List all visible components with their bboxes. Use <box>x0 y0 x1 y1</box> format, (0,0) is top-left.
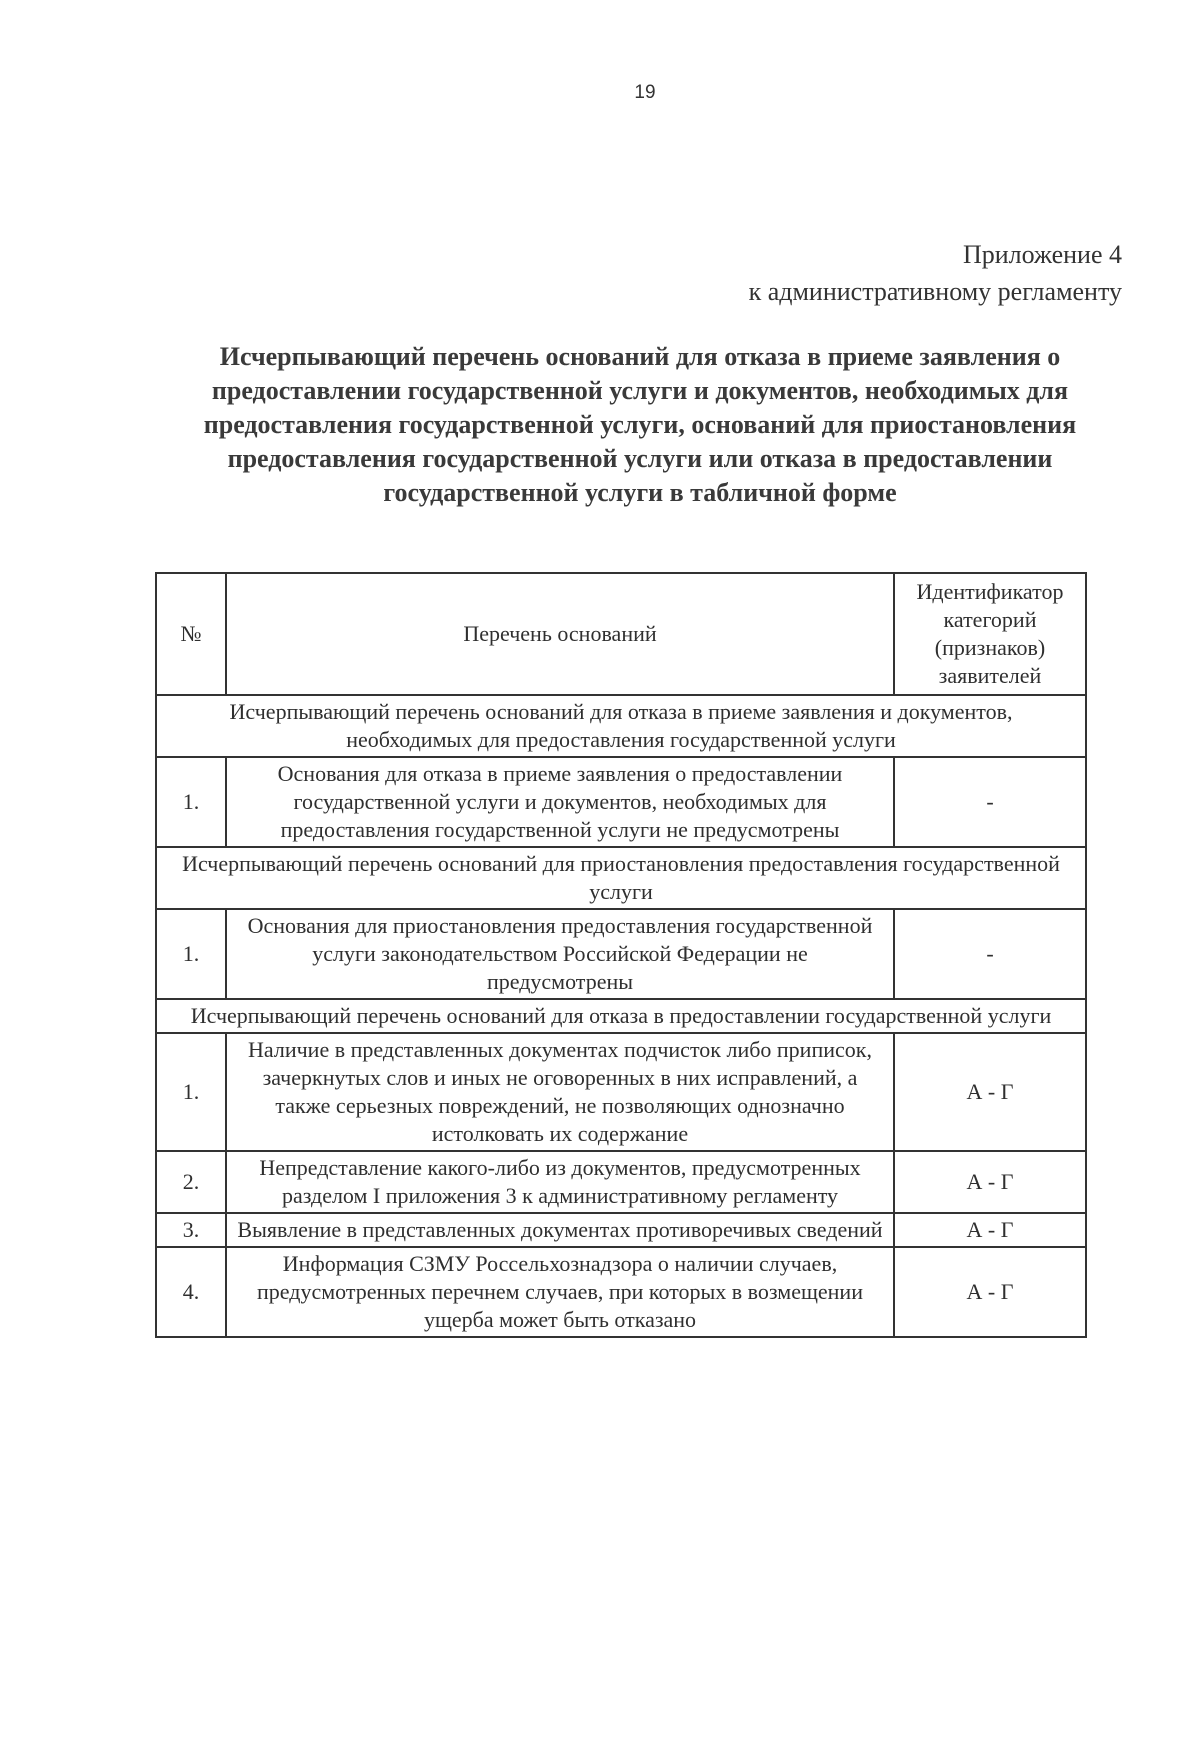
table-row <box>156 1033 1086 1151</box>
row-grounds-text: Наличие в представленных документах подчисток либо приписок, зачеркнутых слов и иных не оговоренных в них исправлений, а также серьезных повреждений, не позволяющих однозначно истолковать их содержание <box>226 1033 894 1151</box>
table-header-row <box>156 573 1086 695</box>
section-header-row <box>156 999 1086 1033</box>
section-header-row <box>156 847 1086 909</box>
row-identifier: А - Г <box>894 1213 1086 1247</box>
table-row <box>156 1151 1086 1213</box>
document-title: Исчерпывающий перечень оснований для отказа в приеме заявления о предоставлении государственной услуги и документов, необходимых для предоставления государственной услуги, оснований для приостановления предоставления государственной услуги или отказа в предоставлении государственной услуги в табличной форме <box>203 342 1077 507</box>
appendix-reference <box>749 236 1122 310</box>
row-number: 3. <box>156 1213 226 1247</box>
row-grounds-text: Основания для отказа в приеме заявления о предоставлении государственной услуги и документов, необходимых для предоставления государственной услуги не предусмотрены <box>226 757 894 847</box>
header-identifier: Идентификатор категорий (признаков) заявителей <box>894 573 1086 695</box>
row-identifier: А - Г <box>894 1247 1086 1337</box>
table-row <box>156 909 1086 999</box>
row-number: 4. <box>156 1247 226 1337</box>
row-grounds-text: Основания для приостановления предоставления государственной услуги законодательством Российской Федерации не предусмотрены <box>226 909 894 999</box>
row-grounds-text: Непредставление какого-либо из документов, предусмотренных разделом I приложения 3 к административному регламенту <box>226 1151 894 1213</box>
section-title: Исчерпывающий перечень оснований для отказа в предоставлении государственной услуги <box>156 999 1086 1033</box>
row-number: 1. <box>156 909 226 999</box>
table-row <box>156 1247 1086 1337</box>
row-grounds-text: Выявление в представленных документах противоречивых сведений <box>226 1213 894 1247</box>
section-title: Исчерпывающий перечень оснований для отказа в приеме заявления и документов, необходимых для предоставления государственной услуги <box>156 695 1086 757</box>
grounds-table <box>155 572 1087 1338</box>
table-row <box>156 1213 1086 1247</box>
row-grounds-text: Информация СЗМУ Россельхознадзора о наличии случаев, предусмотренных перечнем случаев, при которых в возмещении ущерба может быть отказано <box>226 1247 894 1337</box>
row-identifier: А - Г <box>894 1151 1086 1213</box>
appendix-title: Приложение 4 <box>962 240 1122 269</box>
table-row <box>156 757 1086 847</box>
header-grounds: Перечень оснований <box>226 573 894 695</box>
row-number: 1. <box>156 1033 226 1151</box>
section-header-row <box>156 695 1086 757</box>
row-number: 2. <box>156 1151 226 1213</box>
row-number: 1. <box>156 757 226 847</box>
section-title: Исчерпывающий перечень оснований для приостановления предоставления государственной услуги <box>156 847 1086 909</box>
appendix-subtitle: к административному регламенту <box>748 277 1122 306</box>
header-num: № <box>156 573 226 695</box>
page-number: 19 <box>634 82 656 103</box>
row-identifier: - <box>894 757 1086 847</box>
row-identifier: А - Г <box>894 1033 1086 1151</box>
row-identifier: - <box>894 909 1086 999</box>
